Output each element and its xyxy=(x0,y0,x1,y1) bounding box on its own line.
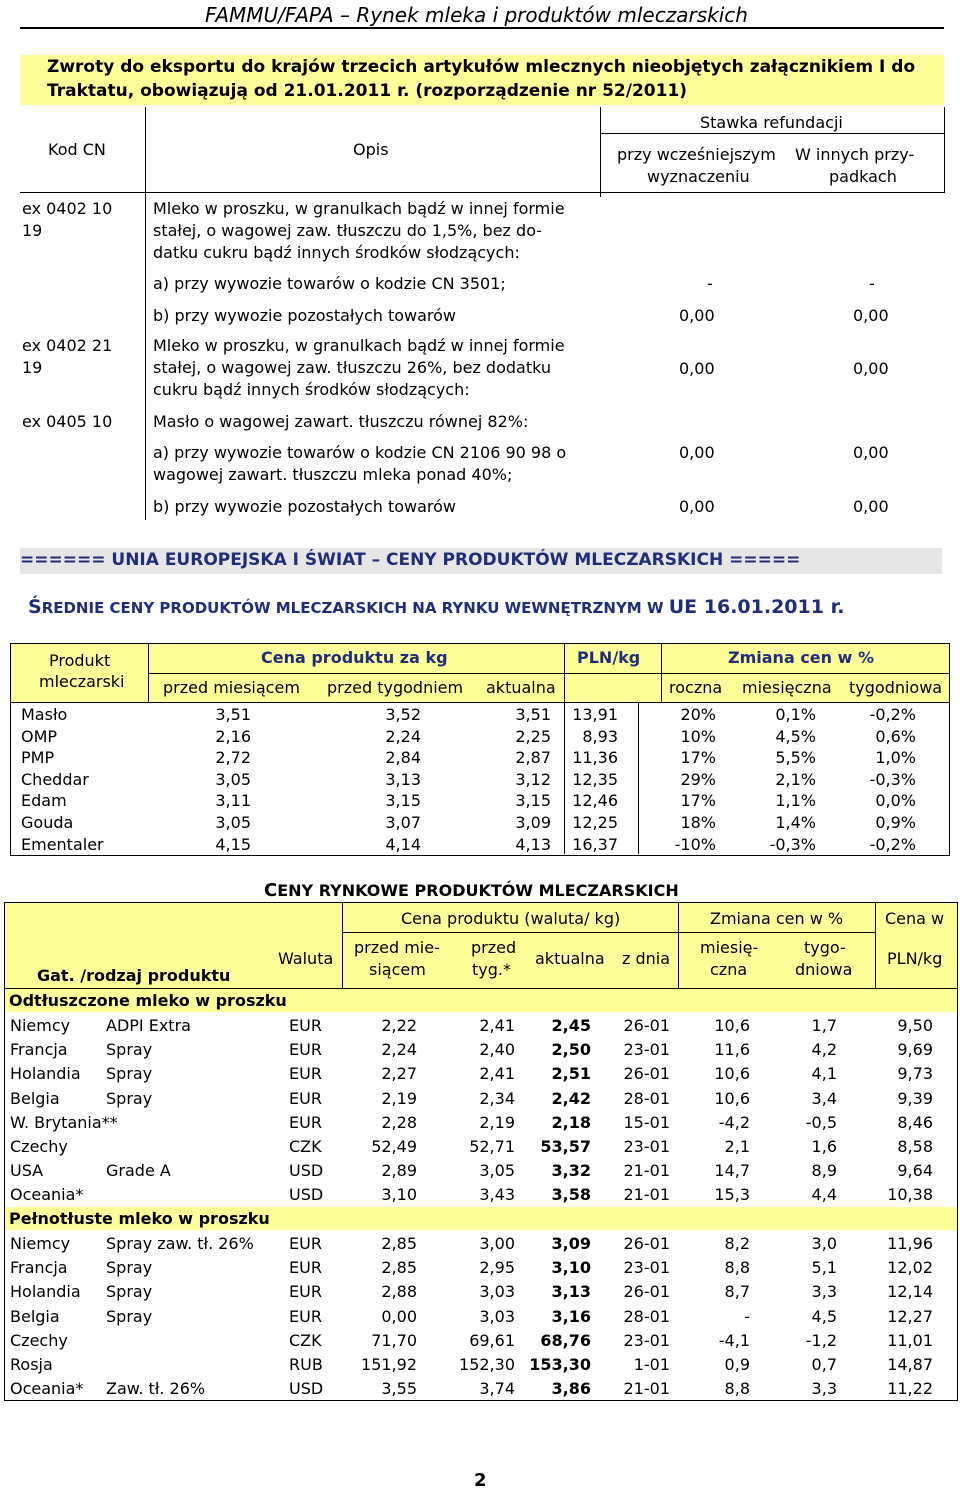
t1-row-cell: 3,13 xyxy=(385,769,421,789)
t2-row-country: Niemcy xyxy=(10,1016,71,1035)
t1-row-cell: 0,0% xyxy=(875,791,916,811)
t2-row-cell: 2,18 xyxy=(551,1112,591,1132)
t1-h-change: Zmiana cen w % xyxy=(728,648,874,667)
t2-row-cell: USD xyxy=(289,1161,324,1181)
t2-h-pricew-2: PLN/kg xyxy=(887,949,943,968)
t2-row-cell: 3,3 xyxy=(811,1282,837,1302)
t1-row-cell: 3,09 xyxy=(515,813,551,832)
t2-row-cell: 0,00 xyxy=(381,1306,417,1326)
refund-r2-desc-3: cukru bądź innych środków słodzących: xyxy=(153,380,470,399)
t2-h-weekly-1: tygo- xyxy=(804,938,846,957)
refund-col-desc: Opis xyxy=(353,140,389,159)
t2-header-rule xyxy=(342,932,875,933)
refund-col-earlier-1: przy wcześniejszym xyxy=(617,145,776,164)
t1-row-product: OMP xyxy=(21,726,58,746)
t2-row-country: Niemcy xyxy=(10,1234,71,1253)
t2-row-cell: 14,87 xyxy=(887,1355,933,1374)
t1-h-week: przed tygodniem xyxy=(327,678,464,697)
t2-row-type: Spray xyxy=(106,1040,153,1060)
t2-row-cell: EUR xyxy=(289,1016,322,1035)
refund-heading xyxy=(20,55,944,105)
refund-header-rule xyxy=(20,192,944,193)
t1-pln-right xyxy=(638,702,639,854)
t2-row-type: Spray xyxy=(106,1088,153,1108)
t2-row-cell: 2,42 xyxy=(551,1088,591,1108)
t1-row-cell: 3,12 xyxy=(515,769,551,789)
t2-row-cell: RUB xyxy=(289,1355,323,1374)
t2-row-cell: 23-01 xyxy=(623,1258,670,1278)
t2-row-cell: 3,00 xyxy=(479,1234,515,1253)
t2-row-cell: 8,2 xyxy=(724,1234,750,1253)
t2-row-cell: -4,2 xyxy=(718,1112,750,1132)
t1-row-cell: 0,1% xyxy=(775,705,816,724)
t1-row-cell: 2,24 xyxy=(385,726,421,746)
t2-row-cell: 3,43 xyxy=(479,1185,515,1205)
t1-header-rule xyxy=(148,673,949,674)
t2-row-cell: EUR xyxy=(289,1112,322,1132)
t1-row-cell: 3,52 xyxy=(385,705,421,724)
t2-row-cell: 1,6 xyxy=(811,1137,837,1156)
refund-r2-code-2: 19 xyxy=(22,358,43,377)
t2-row-cell: 2,22 xyxy=(381,1016,417,1035)
header-title: FAMMU/FAPA – Rynek mleka i produktów mleczarskich xyxy=(205,3,748,27)
t2-row-cell: 52,49 xyxy=(371,1137,417,1156)
t2-row-cell: 53,57 xyxy=(540,1137,591,1156)
t2-row-cell: 3,4 xyxy=(811,1088,837,1108)
t1-h-month: przed miesiącem xyxy=(163,678,300,697)
t2-row-cell: 23-01 xyxy=(623,1137,670,1156)
t1-row-product: Ementaler xyxy=(21,834,104,854)
t2-row-type: Spray xyxy=(106,1258,153,1278)
t2-section-2 xyxy=(5,1207,957,1230)
t2-row-cell: EUR xyxy=(289,1306,322,1326)
t2-row-cell: 4,1 xyxy=(811,1064,837,1084)
t2-row-country: Belgia xyxy=(10,1306,60,1326)
refund-col-divider-1 xyxy=(145,107,146,520)
t2-h-product: Gat. /rodzaj produktu xyxy=(37,966,231,985)
refund-col-code: Kod CN xyxy=(48,140,106,159)
t2-row-cell: 2,40 xyxy=(479,1040,515,1060)
t2-row-cell: 11,6 xyxy=(714,1040,750,1060)
t2-row-cell: 1-01 xyxy=(633,1355,670,1374)
t1-header-bottom xyxy=(11,702,949,703)
refund-r1a-v2: - xyxy=(869,274,875,293)
t2-row-cell: 2,41 xyxy=(479,1016,515,1035)
t1-row-cell: -0,3% xyxy=(769,834,816,854)
t2-row-cell: 3,0 xyxy=(811,1234,837,1253)
t2-row-cell: EUR xyxy=(289,1040,322,1060)
t2-row-cell: 5,1 xyxy=(811,1258,837,1278)
t1-row-product: Masło xyxy=(21,705,68,724)
t2-row-cell: 11,96 xyxy=(887,1234,933,1253)
refund-r1b-desc: b) przy wywozie pozostałych towarów xyxy=(153,306,457,325)
t2-row-cell: 3,3 xyxy=(811,1379,837,1399)
t2-row-cell: 2,19 xyxy=(381,1088,417,1108)
subtitle-main: REDNIE CENY PRODUKTÓW MLECZARSKICH NA RYNKU WEWNĘTRZNYM W xyxy=(41,599,669,617)
t1-row-cell: 3,51 xyxy=(515,705,551,724)
t1-h-product-2: mleczarski xyxy=(39,672,125,691)
t2-row-cell: 11,22 xyxy=(887,1379,933,1399)
market-prices-table xyxy=(4,902,958,1401)
t1-row-cell: 3,51 xyxy=(215,705,251,724)
refund-r1-desc-1: Mleko w proszku, w granulkach bądź w innej formie xyxy=(153,199,565,218)
t1-row-cell: 1,4% xyxy=(775,813,816,832)
t2-row-cell: 4,5 xyxy=(811,1306,837,1326)
t2-row-cell: 2,85 xyxy=(381,1234,417,1253)
refund-r1-desc-3: datku cukru bądź innych środków słodzących: xyxy=(153,243,520,262)
t2-row-cell: 21-01 xyxy=(623,1185,670,1205)
t2-row-cell: 2,89 xyxy=(381,1161,417,1181)
t2-section-2-label: Pełnotłuste mleko w proszku xyxy=(9,1209,270,1228)
t2-row-cell: 26-01 xyxy=(623,1064,670,1084)
t2-row-cell: 3,32 xyxy=(551,1161,591,1181)
t2-h-pricew-1: Cena w xyxy=(885,909,945,928)
refund-r1a-v1: - xyxy=(707,274,713,293)
t2-row-country: Francja xyxy=(10,1258,68,1278)
t1-row-cell: 0,6% xyxy=(875,726,916,746)
refund-r3a-v2: 0,00 xyxy=(853,443,889,462)
refund-col-divider-2 xyxy=(600,107,601,197)
t2-row-cell: 11,01 xyxy=(887,1330,933,1350)
t1-h-product-1: Produkt xyxy=(49,651,111,670)
refund-heading-line2: Traktatu, obowiązują od 21.01.2011 r. (rozporządzenie nr 52/2011) xyxy=(47,81,688,101)
refund-r3a-desc-1: a) przy wywozie towarów o kodzie CN 2106 90 98 o xyxy=(153,443,567,462)
t2-row-cell: 2,45 xyxy=(551,1016,591,1035)
refund-col-other-2: padkach xyxy=(829,167,897,186)
t2-row-cell: 26-01 xyxy=(623,1234,670,1253)
t1-row-cell: -0,2% xyxy=(869,834,916,854)
t2-row-country: USA xyxy=(10,1161,44,1181)
t1-row-cell: 1,0% xyxy=(875,748,916,768)
t2-row-cell: 10,6 xyxy=(714,1088,750,1108)
t2-row-type: Spray xyxy=(106,1064,153,1084)
t2-row-cell: 2,41 xyxy=(479,1064,515,1084)
t2-row-cell: 151,92 xyxy=(361,1355,417,1374)
t2-row-cell: EUR xyxy=(289,1282,322,1302)
t2-h-weekly-2: dniowa xyxy=(795,960,853,979)
t1-row-cell: 11,36 xyxy=(572,748,618,768)
t1-row-cell: 2,87 xyxy=(515,748,551,768)
t2-row-cell: 21-01 xyxy=(623,1161,670,1181)
refund-r3b-desc: b) przy wywozie pozostałych towarów xyxy=(153,497,457,516)
t2-row-cell: 3,05 xyxy=(479,1161,515,1181)
t2-h-current: aktualna xyxy=(535,949,605,968)
refund-r1a-desc: a) przy wywozie towarów o kodzie CN 3501; xyxy=(153,274,506,293)
t2-row-cell: 9,69 xyxy=(897,1040,933,1060)
t2-row-type: ADPI Extra xyxy=(106,1016,191,1035)
refund-r1-code-2: 19 xyxy=(22,221,43,240)
t2-row-country: Belgia xyxy=(10,1088,60,1108)
refund-col-earlier-2: wyznaczeniu xyxy=(647,167,750,186)
t2-row-cell: 3,16 xyxy=(551,1306,591,1326)
t2-row-cell: 23-01 xyxy=(623,1330,670,1350)
t1-row-cell: 16,37 xyxy=(572,834,618,854)
t1-row-product: Gouda xyxy=(21,813,74,832)
refund-r3a-desc-2: wagowej zawart. tłuszczu mleka ponad 40%; xyxy=(153,465,513,484)
t2-row-cell: EUR xyxy=(289,1234,322,1253)
t1-row-cell: 4,13 xyxy=(515,834,551,854)
t2-h-date: z dnia xyxy=(622,949,671,968)
t1-row-cell: 0,9% xyxy=(875,813,916,832)
t1-row-cell: 12,25 xyxy=(572,813,618,832)
t1-pln-left xyxy=(564,702,565,854)
t1-row-cell: 2,25 xyxy=(515,726,551,746)
t2-row-cell: 71,70 xyxy=(371,1330,417,1350)
t2-row-country: Holandia xyxy=(10,1064,81,1084)
eu-prices-subtitle xyxy=(28,596,844,618)
market-prices-title-rest: ENY RYNKOWE PRODUKTÓW MLECZARSKICH xyxy=(277,881,679,900)
t1-row-cell: 17% xyxy=(680,791,716,811)
t2-row-cell: 2,51 xyxy=(551,1064,591,1084)
t2-row-cell: CZK xyxy=(289,1137,322,1156)
t2-row-cell: 10,38 xyxy=(887,1185,933,1205)
t1-h-annual: roczna xyxy=(669,678,723,697)
t1-row-cell: 12,35 xyxy=(572,769,618,789)
t2-row-cell: 10,6 xyxy=(714,1016,750,1035)
t2-row-cell: 3,74 xyxy=(479,1379,515,1399)
t2-h-month-2: siącem xyxy=(369,960,426,979)
section-banner xyxy=(20,548,942,574)
t2-h-monthly-2: czna xyxy=(710,960,748,979)
t2-row-country: Czechy xyxy=(10,1137,68,1156)
t2-row-country: Czechy xyxy=(10,1330,68,1350)
t1-h-weekly: tygodniowa xyxy=(849,678,943,697)
t2-row-country: Holandia xyxy=(10,1282,81,1302)
t2-row-cell: CZK xyxy=(289,1330,322,1350)
t1-row-cell: 8,93 xyxy=(582,726,618,746)
refund-r3b-v1: 0,00 xyxy=(679,497,715,516)
t2-row-cell: 152,30 xyxy=(459,1355,515,1374)
t2-row-cell: - xyxy=(744,1306,750,1326)
t2-row-cell: 8,8 xyxy=(724,1379,750,1399)
t1-row-cell: 3,15 xyxy=(515,791,551,811)
refund-heading-line1: Zwroty do eksportu do krajów trzecich artykułów mlecznych nieobjętych załącznikiem I do xyxy=(47,57,916,77)
t2-row-cell: 4,4 xyxy=(811,1185,837,1205)
t2-row-country: Oceania* xyxy=(10,1185,84,1205)
refund-r1-code-1: ex 0402 10 xyxy=(22,199,113,218)
t2-row-cell: 9,39 xyxy=(897,1088,933,1108)
t1-row-cell: 29% xyxy=(680,769,716,789)
t2-row-cell: USD xyxy=(289,1185,324,1205)
t1-row-cell: 2,72 xyxy=(215,748,251,768)
t2-row-cell: 2,88 xyxy=(381,1282,417,1302)
t1-h-monthly: miesięczna xyxy=(742,678,832,697)
t2-row-cell: 28-01 xyxy=(623,1088,670,1108)
t2-row-cell: USD xyxy=(289,1379,324,1399)
t2-row-country: W. Brytania** xyxy=(10,1112,118,1132)
refund-r2-desc-2: stałej, o wagowej zaw. tłuszczu 26%, bez dodatku xyxy=(153,358,552,377)
t2-row-cell: -4,1 xyxy=(718,1330,750,1350)
t2-row-cell: 9,50 xyxy=(897,1016,933,1035)
t1-row-cell: 2,84 xyxy=(385,748,421,768)
t2-row-cell: 26-01 xyxy=(623,1016,670,1035)
t2-row-cell: 28-01 xyxy=(623,1306,670,1326)
t2-row-cell: 2,50 xyxy=(551,1040,591,1060)
t2-section-1 xyxy=(5,989,957,1012)
t2-row-cell: 15-01 xyxy=(623,1112,670,1132)
t1-row-cell: 1,1% xyxy=(775,791,816,811)
t2-row-cell: 3,10 xyxy=(551,1258,591,1278)
t1-h-current: aktualna xyxy=(486,678,556,697)
t2-row-cell: 8,7 xyxy=(724,1282,750,1302)
t1-h-price: Cena produktu za kg xyxy=(261,648,448,667)
t1-row-cell: 3,05 xyxy=(215,813,251,832)
t2-h-price: Cena produktu (waluta/ kg) xyxy=(401,909,621,928)
t1-h-pln: PLN/kg xyxy=(577,648,641,667)
t2-row-cell: 10,6 xyxy=(714,1064,750,1084)
t2-row-cell: 3,03 xyxy=(479,1282,515,1302)
t2-row-cell: 23-01 xyxy=(623,1040,670,1060)
t2-row-cell: 2,19 xyxy=(479,1112,515,1132)
eu-prices-table xyxy=(10,643,950,856)
t2-row-cell: 68,76 xyxy=(540,1330,591,1350)
t1-row-cell: 4,15 xyxy=(215,834,251,854)
refund-r3-desc: Masło o wagowej zawart. tłuszczu równej 82%: xyxy=(153,412,529,431)
t2-row-cell: 2,27 xyxy=(381,1064,417,1084)
t2-row-cell: 26-01 xyxy=(623,1282,670,1302)
page-number: 2 xyxy=(474,1470,487,1491)
refund-r3a-v1: 0,00 xyxy=(679,443,715,462)
t1-row-cell: 4,5% xyxy=(775,726,816,746)
header-rule xyxy=(20,27,944,29)
refund-col-rate: Stawka refundacji xyxy=(700,113,843,132)
t2-row-cell: 12,14 xyxy=(887,1282,933,1302)
t1-row-cell: 20% xyxy=(680,705,716,724)
t2-row-cell: 12,27 xyxy=(887,1306,933,1326)
t2-row-cell: 3,55 xyxy=(381,1379,417,1399)
t2-row-country: Francja xyxy=(10,1040,68,1060)
t1-row-cell: -0,2% xyxy=(869,705,916,724)
t1-row-product: Edam xyxy=(21,791,67,811)
t1-row-product: Cheddar xyxy=(21,769,89,789)
t2-row-cell: 2,85 xyxy=(381,1258,417,1278)
t2-row-cell: 0,9 xyxy=(724,1355,750,1374)
t2-row-cell: 9,73 xyxy=(897,1064,933,1084)
t2-row-cell: 4,2 xyxy=(811,1040,837,1060)
t1-row-cell: 10% xyxy=(680,726,716,746)
t2-row-cell: 1,7 xyxy=(811,1016,837,1035)
t1-row-cell: 5,5% xyxy=(775,748,816,768)
refund-r1b-v2: 0,00 xyxy=(853,306,889,325)
t2-row-cell: EUR xyxy=(289,1088,322,1108)
t2-row-cell: 14,7 xyxy=(714,1161,750,1181)
t2-row-type: Spray xyxy=(106,1306,153,1326)
market-prices-title-initial: C xyxy=(264,880,278,901)
t2-row-cell: 2,95 xyxy=(479,1258,515,1278)
t2-row-cell: 52,71 xyxy=(469,1137,515,1156)
t2-row-country: Oceania* xyxy=(10,1379,84,1399)
market-prices-title xyxy=(264,880,679,901)
refund-r3b-v2: 0,00 xyxy=(853,497,889,516)
t2-h-currency: Waluta xyxy=(278,949,334,968)
t1-row-cell: 17% xyxy=(680,748,716,768)
t2-div-3 xyxy=(875,903,876,988)
refund-r2-v2: 0,00 xyxy=(853,359,889,378)
refund-r1b-v1: 0,00 xyxy=(679,306,715,325)
t2-row-cell: EUR xyxy=(289,1258,322,1278)
t2-div-1 xyxy=(342,903,343,988)
subtitle-ue: UE xyxy=(668,596,698,618)
t1-row-cell: -10% xyxy=(674,834,716,854)
t2-h-week-2: tyg.* xyxy=(472,960,511,979)
subtitle-date: 16.01.2011 r. xyxy=(697,596,845,618)
t2-row-cell: 8,46 xyxy=(897,1112,933,1132)
refund-r2-v1: 0,00 xyxy=(679,359,715,378)
t2-row-cell: 15,3 xyxy=(714,1185,750,1205)
subtitle-initial: Ś xyxy=(28,596,42,618)
refund-r2-desc-1: Mleko w proszku, w granulkach bądź w innej formie xyxy=(153,336,565,355)
t2-row-cell: 3,58 xyxy=(551,1185,591,1205)
t2-row-cell: 2,28 xyxy=(381,1112,417,1132)
t2-row-cell: 2,34 xyxy=(479,1088,515,1108)
t2-h-week-1: przed xyxy=(471,938,517,957)
t2-section-1-label: Odtłuszczone mleko w proszku xyxy=(9,991,287,1010)
t2-row-type: Grade A xyxy=(106,1161,171,1181)
refund-r3-code: ex 0405 10 xyxy=(22,412,113,431)
t1-row-cell: 3,07 xyxy=(385,813,421,832)
t1-row-product: PMP xyxy=(21,748,55,768)
t2-row-cell: 3,86 xyxy=(551,1379,591,1399)
t1-row-cell: 3,11 xyxy=(215,791,251,811)
t2-row-cell: 9,64 xyxy=(897,1161,933,1181)
t2-row-cell: 3,03 xyxy=(479,1306,515,1326)
t2-row-type: Spray xyxy=(106,1282,153,1302)
t2-h-change: Zmiana cen w % xyxy=(710,909,844,928)
t2-row-cell: 2,1 xyxy=(724,1137,750,1156)
t2-row-cell: 8,8 xyxy=(724,1258,750,1278)
t2-row-cell: 69,61 xyxy=(469,1330,515,1350)
t1-row-cell: 2,16 xyxy=(215,726,251,746)
t2-row-cell: 3,10 xyxy=(381,1185,417,1205)
t2-row-cell: 3,13 xyxy=(551,1282,591,1302)
t2-row-cell: 3,09 xyxy=(551,1234,591,1253)
t1-row-cell: 13,91 xyxy=(572,705,618,724)
refund-r1-desc-2: stałej, o wagowej zaw. tłuszczu do 1,5%, bez do- xyxy=(153,221,543,240)
section-banner-text: ====== UNIA EUROPEJSKA I ŚWIAT – CENY PRODUKTÓW MLECZARSKICH ===== xyxy=(20,550,801,570)
t1-row-cell: -0,3% xyxy=(869,769,916,789)
t1-row-cell: 3,15 xyxy=(385,791,421,811)
t2-row-cell: 2,24 xyxy=(381,1040,417,1060)
t2-row-cell: -0,5 xyxy=(805,1112,837,1132)
t2-h-monthly-1: miesię- xyxy=(700,938,759,957)
t1-row-cell: 2,1% xyxy=(775,769,816,789)
refund-col-other-1: W innych przy- xyxy=(795,145,915,164)
t2-row-cell: 153,30 xyxy=(529,1355,591,1374)
t1-row-cell: 12,46 xyxy=(572,791,618,811)
t2-row-cell: -1,2 xyxy=(805,1330,837,1350)
t2-row-cell: 8,9 xyxy=(811,1161,837,1181)
t2-row-cell: 21-01 xyxy=(623,1379,670,1399)
t2-div-2 xyxy=(678,903,679,988)
t2-row-type: Spray zaw. tł. 26% xyxy=(106,1234,254,1253)
t2-row-cell: 12,02 xyxy=(887,1258,933,1278)
refund-r2-code-1: ex 0402 21 xyxy=(22,336,113,355)
t1-row-cell: 18% xyxy=(680,813,716,832)
t1-row-cell: 4,14 xyxy=(385,834,421,854)
refund-right-border xyxy=(944,107,945,193)
t2-row-cell: 8,58 xyxy=(897,1137,933,1156)
t2-row-cell: EUR xyxy=(289,1064,322,1084)
t2-row-cell: 0,7 xyxy=(811,1355,837,1374)
t2-row-country: Rosja xyxy=(10,1355,53,1374)
t2-h-month-1: przed mie- xyxy=(354,938,440,957)
t1-row-cell: 3,05 xyxy=(215,769,251,789)
t2-row-type: Zaw. tł. 26% xyxy=(106,1379,206,1399)
